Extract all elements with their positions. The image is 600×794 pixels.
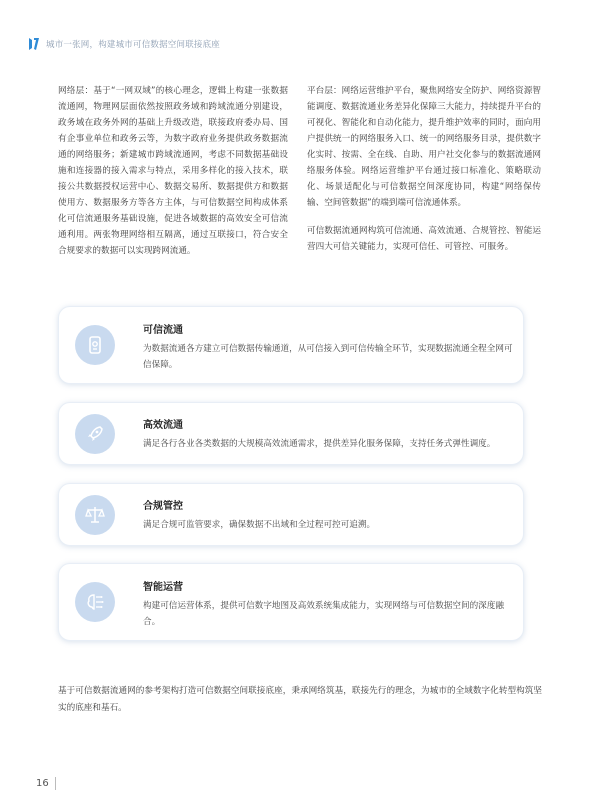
capability-card-compliance <box>58 483 524 546</box>
capability-card-efficient <box>58 402 524 465</box>
card-icon-wrap <box>75 495 115 535</box>
card-title: 合规管控 <box>143 501 183 512</box>
header-title: 城市一张网，构建城市可信数据空间联接底座 <box>46 40 221 50</box>
card-icon-wrap <box>75 582 115 622</box>
brain-chip-icon <box>84 591 106 613</box>
card-icon-wrap <box>75 414 115 454</box>
card-title: 可信流通 <box>143 325 183 336</box>
left-paragraph: 网络层：基于“一网双域”的核心理念，逻辑上构建一张数据流通网，物理网层面依然按照政务域和跨域流通分别建设，政务域在政务外网的基础上升级改造，联接政府委办局、国有企事业单位和政务云等，为数字政府业务提供政务数据流通的网络服务；新建城市跨域流通网，考虑不同数据基础设施和连接器的接入需求与特点，采用多样化的接入技术，联接公共数据授权运营中心、数据交易所、数据提供方和数据使用方、数据服务方等各方主体，与可信数据空间构成体系化可信流通服务基础设施，促进各域数据的高效安全可信流通利用。两张物理网络相互隔离，通过互联接口，符合安全合规要求的数据可以实现跨网流通。 <box>58 86 288 256</box>
page-header <box>28 34 220 54</box>
right-paragraph-summary: 可信数据流通网构筑可信流通、高效流通、合规管控、智能运营四大可信关键能力，实现可信任、可管控、可服务。 <box>307 226 541 252</box>
right-paragraph-platform: 平台层：网络运营维护平台，聚焦网络安全防护、网络资源智能调度、数据流通业务差异化保障三大能力，持续提升平台的可视化、智能化和自动化能力，提升维护效率的同时，面向用户提供统一的网络服务入口、统一的网络服务目录，提供数字化实时、按需、全在线、自助、用户社交化参与的数据流通网络服务体验。网络运营维护平台通过接口标准化、策略联动化、场景适配化与可信数据空间深度协同，构建“网络保传输、空间管数据”的端到端可信流通体系。 <box>307 86 541 208</box>
card-title: 智能运营 <box>143 582 183 593</box>
conclusion-paragraph: 基于可信数据流通网的参考架构打造可信数据空间联接底座，秉承网络筑基，联接先行的理念，为城市的全域数字化转型构筑坚实的底座和基石。 <box>58 686 542 713</box>
left-column <box>58 83 288 259</box>
page-number-divider <box>55 777 56 790</box>
trusted-data-icon <box>84 334 106 356</box>
capability-card-smart-ops <box>58 563 524 641</box>
card-description: 为数据流通各方建立可信数据传输通道，从可信接入到可信传输全环节，实现数据流通全程全网可信保障。 <box>143 344 513 370</box>
card-title: 高效流通 <box>143 420 183 431</box>
card-icon-wrap <box>75 325 115 365</box>
card-description: 满足各行各业各类数据的大规模高效流通需求，提供差异化服务保障，支持任务式弹性调度。 <box>143 439 496 449</box>
brand-logo-icon <box>28 36 40 52</box>
right-column <box>307 83 541 255</box>
card-description: 满足合规可监管要求，确保数据不出域和全过程可控可追溯。 <box>143 520 376 530</box>
page-number: 16 <box>36 778 49 789</box>
capability-card-trusted <box>58 306 524 384</box>
rocket-icon <box>84 423 106 445</box>
scale-icon <box>84 504 106 526</box>
card-description: 构建可信运营体系，提供可信数字地图及高效系统集成能力，实现网络与可信数据空间的深度融合。 <box>143 601 504 627</box>
